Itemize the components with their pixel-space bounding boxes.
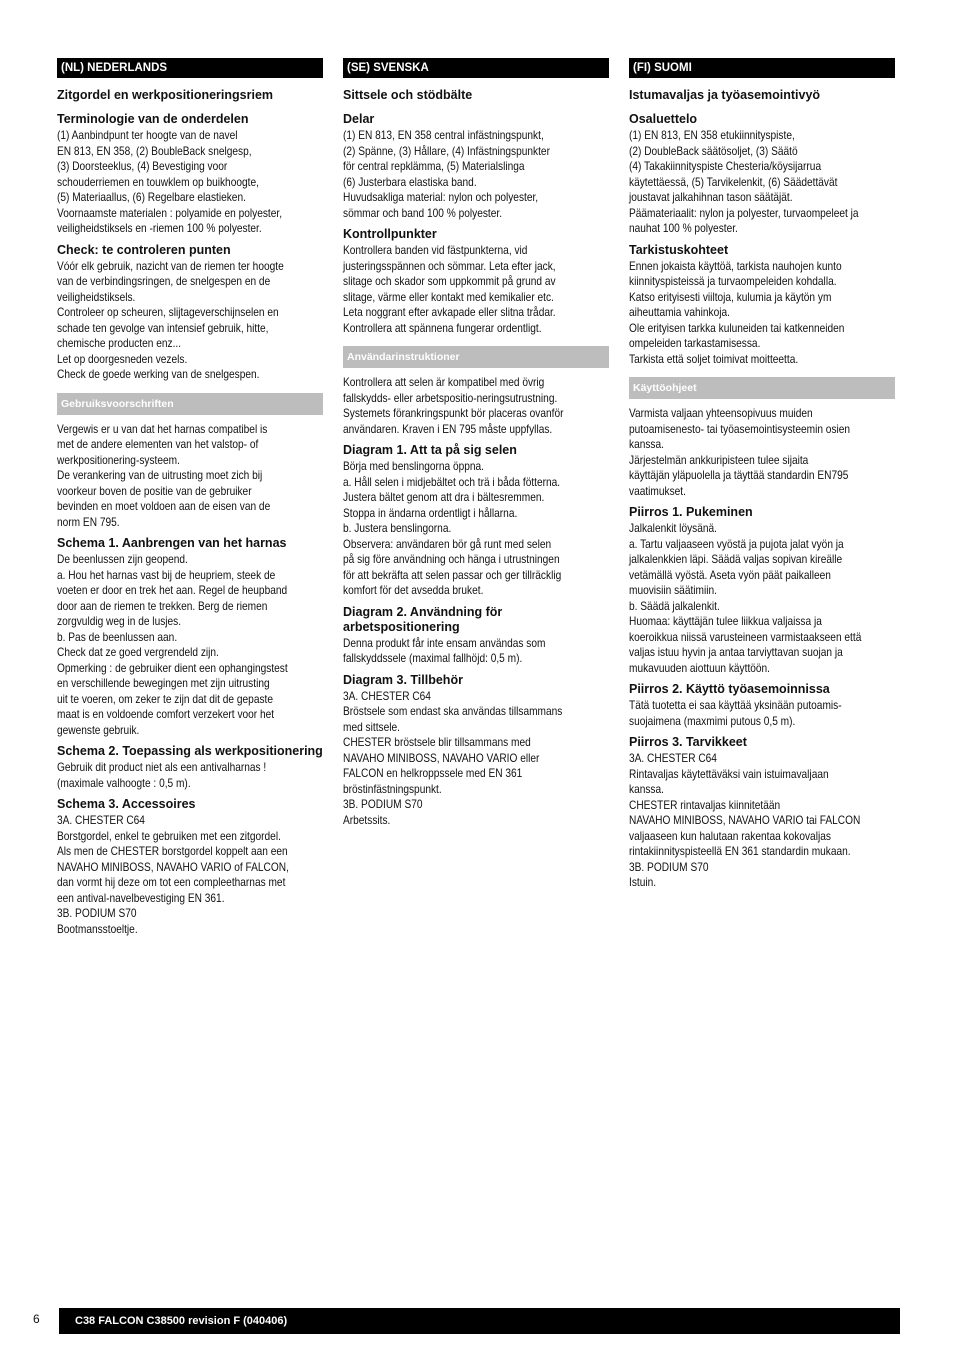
text-line: Jalkalenkit löysänä. <box>629 521 717 535</box>
section-piirros-1 <box>629 505 895 676</box>
section-heading: Piirros 3. Tarvikkeet <box>629 735 747 749</box>
text-line: valjas istuu hyvin ja antaa tarviyttavan suojan ja <box>629 645 843 659</box>
text-line: Denna produkt får inte ensam användas som <box>343 635 546 650</box>
section-schema-2 <box>57 744 323 791</box>
text-line: käyttäjän yläpuolella ja täyttää standardin EN795 <box>629 468 849 482</box>
text-line: valjaaseen kun halutaan rakentaa kokovaljas <box>629 828 831 843</box>
section-text <box>343 459 608 599</box>
text-line: Bootmansstoeltje. <box>57 921 138 936</box>
text-line: a. Tartu valjaaseen vyöstä ja pujota jalat vyön ja <box>629 536 844 551</box>
section-check <box>629 243 895 368</box>
section-check <box>57 243 323 383</box>
text-line: (1) Aanbindpunt ter hoogte van de navel <box>57 128 238 142</box>
section-text <box>57 422 322 531</box>
section-heading: Delar <box>343 112 375 126</box>
text-line: Justera bältet genom att dra i bältesremmen. <box>343 490 545 504</box>
text-line: Als men de CHESTER borstgordel koppelt aan een <box>57 844 288 858</box>
language-header: (NL) NEDERLANDS <box>57 58 323 78</box>
text-line: för central repklämma, (5) Materialslinga <box>343 159 525 173</box>
text-line: Börja med benslingorna öppna. <box>343 459 485 473</box>
text-line: Stoppa in ändarna ordentligt i hållarna. <box>343 505 518 520</box>
text-line: (5) Materiaallus, (6) Regelbare elastieken. <box>57 190 246 204</box>
text-line: Kontrollera att selen är kompatibel med övrig <box>343 375 545 389</box>
text-line: 3A. CHESTER C64 <box>57 813 145 827</box>
text-line: (6) Justerbara elastiska band. <box>343 174 477 189</box>
text-line: a. Håll selen i midjebältet och trä i båda fötterna. <box>343 474 561 489</box>
section-text <box>57 552 322 738</box>
text-line: Opmerking : de gebruiker dient een ophangingstest <box>57 660 288 675</box>
text-line: bröstinfästningspunkt. <box>343 781 442 796</box>
text-line: Kontrollera banden vid fästpunkterna, vid <box>343 243 528 257</box>
text-line: Huomaa: käyttäjän tulee liikkua valjaissa ja <box>629 614 822 628</box>
section-text <box>629 521 894 676</box>
text-line: vaatimukset. <box>629 483 686 498</box>
text-line: (3) Doorsteeklus, (4) Bevestiging voor <box>57 159 228 173</box>
text-line: veiligheidstiksels. <box>57 289 136 304</box>
section-text <box>343 243 608 336</box>
section-heading: Osaluettelo <box>629 112 698 126</box>
text-line: b. Justera benslingorna. <box>343 521 452 535</box>
text-line: Systemets förankringspunkt bör placeras ovanför <box>343 406 564 420</box>
text-line: CHESTER rintavaljas kiinnitetään <box>629 797 781 812</box>
text-line: zorgvuldig weg in de lusjes. <box>57 614 182 628</box>
section-heading: Schema 1. Aanbrengen van het harnas <box>57 536 287 550</box>
text-line: Huvudsakliga material: nylon och polyester, <box>343 190 539 204</box>
text-line: för att bekräfta att selen passar och ger tillräcklig <box>343 567 562 582</box>
text-line: Tarkista että soljet toimivat moitteetta. <box>629 351 799 366</box>
text-line: Controleer op scheuren, slijtageverschijnselen en <box>57 305 279 319</box>
section-heading: Kontrollpunkter <box>343 227 437 241</box>
text-line: gewenste gebruik. <box>57 722 140 737</box>
section-heading <box>343 605 609 635</box>
column-svenska <box>343 58 609 834</box>
text-line: kanssa. <box>629 782 664 796</box>
section-text <box>57 813 322 937</box>
section-parts <box>343 112 609 221</box>
text-line: koeroikkua niissä varusteineen varmistaakseen että <box>629 629 862 644</box>
section-text <box>629 698 894 729</box>
section-heading: Terminologie van de onderdelen <box>57 112 249 126</box>
usage-instructions-bar: Användarinstruktioner <box>343 346 609 368</box>
heading-line: arbetspositionering <box>343 619 460 634</box>
text-line: Kontrollera att spännena fungerar ordentligt. <box>343 320 542 335</box>
text-line: door aan de riemen te trekken. Berg de riemen <box>57 598 268 613</box>
text-line: 3A. CHESTER C64 <box>629 751 717 765</box>
text-line: 3A. CHESTER C64 <box>343 688 431 703</box>
text-line: EN 813, EN 358, (2) BoubleBack snelgesp, <box>57 143 252 158</box>
section-terminology <box>57 112 323 237</box>
language-header: (SE) SVENSKA <box>343 58 609 78</box>
section-heading: Diagram 3. Tillbehör <box>343 672 463 687</box>
text-line: Arbetssits. <box>343 812 391 827</box>
text-line: Järjestelmän ankkuripisteen tulee sijaita <box>629 452 809 467</box>
text-line: De beenlussen zijn geopend. <box>57 552 188 566</box>
text-line: CHESTER bröstsele blir tillsammans med <box>343 735 531 749</box>
section-heading: Schema 2. Toepassing als werkpositionering <box>57 744 323 758</box>
text-line: rintakiinnityspisteellä EN 361 standardin mukaan. <box>629 844 851 858</box>
section-text <box>629 406 894 499</box>
usage-instructions-bar: Gebruiksvoorschriften <box>57 393 323 415</box>
text-line: (1) EN 813, EN 358 central infästningspunkt, <box>343 128 544 142</box>
section-usage <box>343 375 609 437</box>
section-piirros-2 <box>629 682 895 729</box>
section-heading: Piirros 1. Pukeminen <box>629 505 753 519</box>
section-text <box>57 760 322 791</box>
text-line: justeringsspännen och sömmar. Leta efter jack, <box>343 258 556 273</box>
section-text <box>629 259 894 368</box>
text-line: Vergewis er u van dat het harnas compatibel is <box>57 421 268 436</box>
text-line: Istuin. <box>629 875 657 889</box>
text-line: Tätä tuotetta ei saa käyttää yksinään putoamis- <box>629 698 842 712</box>
text-line: på sig före användning och hänga i utrustningen <box>343 552 560 566</box>
section-text <box>343 375 608 437</box>
text-line: käytettäessä, (5) Tarvikelenkit, (6) Säädettävät <box>629 174 838 189</box>
section-heading: Diagram 1. Att ta på sig selen <box>343 443 517 457</box>
text-line: en verschillende bewegingen met zijn uitrusting <box>57 676 270 690</box>
text-line: schouderriemen en touwklem op buikhoogte, <box>57 174 259 189</box>
text-line: Rintavaljas käytettäväksi vain istuimavaljaan <box>629 766 829 781</box>
usage-instructions-bar: Käyttöohjeet <box>629 377 895 399</box>
section-parts <box>629 112 895 237</box>
text-line: schade ten gevolge van intensief gebruik, hitte, <box>57 320 269 335</box>
text-line: ompeleiden tarkastamisessa. <box>629 336 761 350</box>
text-line: kiinnityspisteissä ja turvaompeleiden kohdalla. <box>629 274 837 288</box>
text-line: nauhat 100 % polyester. <box>629 221 738 235</box>
section-usage <box>57 422 323 531</box>
text-line: Katso erityisesti viiltoja, kulumia ja käytön ym <box>629 289 832 304</box>
text-line: Ole erityisen tarkka kuluneiden tai katkenneiden <box>629 320 845 335</box>
section-schema-3 <box>57 797 323 937</box>
text-line: a. Hou het harnas vast bij de heupriem, steek de <box>57 567 276 582</box>
section-schema-1 <box>57 536 323 738</box>
text-line: sömmar och band 100 % polyester. <box>343 205 503 220</box>
text-line: Gebruik dit product niet als een antivalharnas ! <box>57 760 267 774</box>
text-line: uit te voeren, om zeker te zijn dat dit de gepaste <box>57 691 273 706</box>
text-line: werkpositionering-systeem. <box>57 452 180 467</box>
text-line: NAVAHO MINIBOSS, NAVAHO VARIO tai FALCON <box>629 813 861 827</box>
section-text <box>343 636 608 667</box>
text-line: 3B. PODIUM S70 <box>57 906 137 920</box>
text-line: Check dat ze goed vergrendeld zijn. <box>57 645 219 659</box>
section-text <box>343 689 608 829</box>
text-line: Voornaamste materialen : polyamide en polyester, <box>57 205 283 220</box>
section-text <box>629 751 894 891</box>
language-header: (FI) SUOMI <box>629 58 895 78</box>
text-line: vetämällä vyöstä. Aseta vyön päät paikalleen <box>629 567 831 582</box>
section-heading: Schema 3. Accessoires <box>57 797 196 811</box>
column-nederlands <box>57 58 323 943</box>
text-line: b. Pas de beenlussen aan. <box>57 629 178 644</box>
text-line: (4) Takakiinnityspiste Chesteria/köysijarrua <box>629 159 822 173</box>
section-title: Sittsele och stödbälte <box>343 88 473 102</box>
section-text <box>57 128 322 237</box>
text-line: aiheuttamia vahinkoja. <box>629 305 730 319</box>
page-number: 6 <box>33 1312 40 1326</box>
text-line: (2) DoubleBack säätösoljet, (3) Säätö <box>629 143 798 158</box>
text-line: Borstgordel, enkel te gebruiken met een zitgordel. <box>57 828 281 843</box>
section-text <box>629 128 894 237</box>
section-usage <box>629 406 895 499</box>
text-line: dan vormt hij deze om tot een compleetharnas met <box>57 875 286 889</box>
text-line: kanssa. <box>629 437 664 451</box>
text-line: putoamisenesto- tai työasemointisysteemin osien <box>629 421 851 436</box>
text-line: bevinden en moet voldoen aan de eisen van de <box>57 499 271 513</box>
section-heading: Piirros 2. Käyttö työasemoinnissa <box>629 682 830 696</box>
text-line: met de andere elementen van het valstop- of <box>57 437 259 451</box>
text-line: slitage, värme eller kontakt med kemikalier etc. <box>343 289 554 304</box>
section-title: Zitgordel en werkpositioneringsriem <box>57 88 274 102</box>
text-line: 3B. PODIUM S70 <box>629 859 709 874</box>
text-line: De verankering van de uitrusting moet zich bij <box>57 468 263 482</box>
text-line: Päämateriaalit: nylon ja polyester, turvaompeleet ja <box>629 205 859 220</box>
footer-document-id: C38 FALCON C38500 revision F (040406) <box>59 1308 900 1334</box>
text-line: 3B. PODIUM S70 <box>343 797 423 811</box>
section-diagram-3 <box>343 673 609 829</box>
text-line: Varmista valjaan yhteensopivuus muiden <box>629 406 813 420</box>
text-line: jalkalenkkien läpi. Säädä valjas sopivan kireälle <box>629 552 843 566</box>
text-line: fallskydds- eller arbetspositio-neringsutrustning. <box>343 390 558 405</box>
text-line: FALCON en helkroppssele med EN 361 <box>343 766 523 780</box>
text-line: Observera: användaren bör gå runt med selen <box>343 536 552 551</box>
text-line: joustavat jalkahihnan tason säätäjät. <box>629 190 793 204</box>
text-line: slitage och skador som uppkommit på grund av <box>343 274 556 288</box>
text-line: komfort för det avsedda bruket. <box>343 583 484 597</box>
text-line: Leta noggrant efter avkapade eller slitna trådar. <box>343 305 556 319</box>
text-line: Ennen jokaista käyttöä, tarkista nauhojen kunto <box>629 258 842 273</box>
text-line: norm EN 795. <box>57 514 120 529</box>
text-line: suojaimena (maxmimi putous 0,5 m). <box>629 713 796 728</box>
text-line: voorkeur boven de positie van de gebruiker <box>57 483 252 498</box>
section-heading: Tarkistuskohteet <box>629 242 729 257</box>
text-line: voeten er door en trek het aan. Regel de heupband <box>57 583 288 597</box>
column-suomi <box>629 58 895 897</box>
text-line: (maximale valhoogte : 0,5 m). <box>57 775 191 790</box>
text-line: NAVAHO MINIBOSS, NAVAHO VARIO of FALCON, <box>57 859 289 874</box>
text-line: användaren. Kraven i EN 795 måste uppfyllas. <box>343 421 553 436</box>
text-line: Bröstsele som endast ska användas tillsammans <box>343 704 563 718</box>
text-line: veiligheidstiksels en -riemen 100 % polyester. <box>57 221 262 235</box>
heading-line: Diagram 2. Användning för <box>343 604 503 619</box>
text-line: Let op doorgesneden vezels. <box>57 351 188 366</box>
section-title: Istumavaljas ja työasemointivyö <box>629 88 821 102</box>
text-line: maat is en voldoende comfort verzekert voor het <box>57 707 275 721</box>
text-line: chemische producten enz... <box>57 336 182 350</box>
section-piirros-3 <box>629 735 895 891</box>
text-line: med sittsele. <box>343 719 400 734</box>
text-line: fallskyddssele (maximal fallhöjd: 0,5 m). <box>343 651 523 665</box>
text-line: muovisiin säätimiin. <box>629 583 717 597</box>
section-diagram-2 <box>343 605 609 667</box>
text-line: (2) Spänne, (3) Hållare, (4) Infästningspunkter <box>343 143 550 158</box>
section-heading: Check: te controleren punten <box>57 242 231 257</box>
text-line: mukavuuden aiottuun käyttöön. <box>629 660 771 675</box>
section-diagram-1 <box>343 443 609 599</box>
text-line: b. Säädä jalkalenkit. <box>629 598 720 613</box>
section-text <box>57 259 322 383</box>
text-line: een antival-navelbevestiging EN 361. <box>57 890 225 905</box>
section-check <box>343 227 609 336</box>
text-line: van de verbindingsringen, de snelgespen en de <box>57 274 271 288</box>
text-line: NAVAHO MINIBOSS, NAVAHO VARIO eller <box>343 750 540 765</box>
text-line: (1) EN 813, EN 358 etukiinnityspiste, <box>629 128 795 142</box>
section-text <box>343 128 608 221</box>
text-line: Check de goede werking van de snelgespen. <box>57 367 260 381</box>
text-line: Vóór elk gebruik, nazicht van de riemen ter hoogte <box>57 258 284 273</box>
